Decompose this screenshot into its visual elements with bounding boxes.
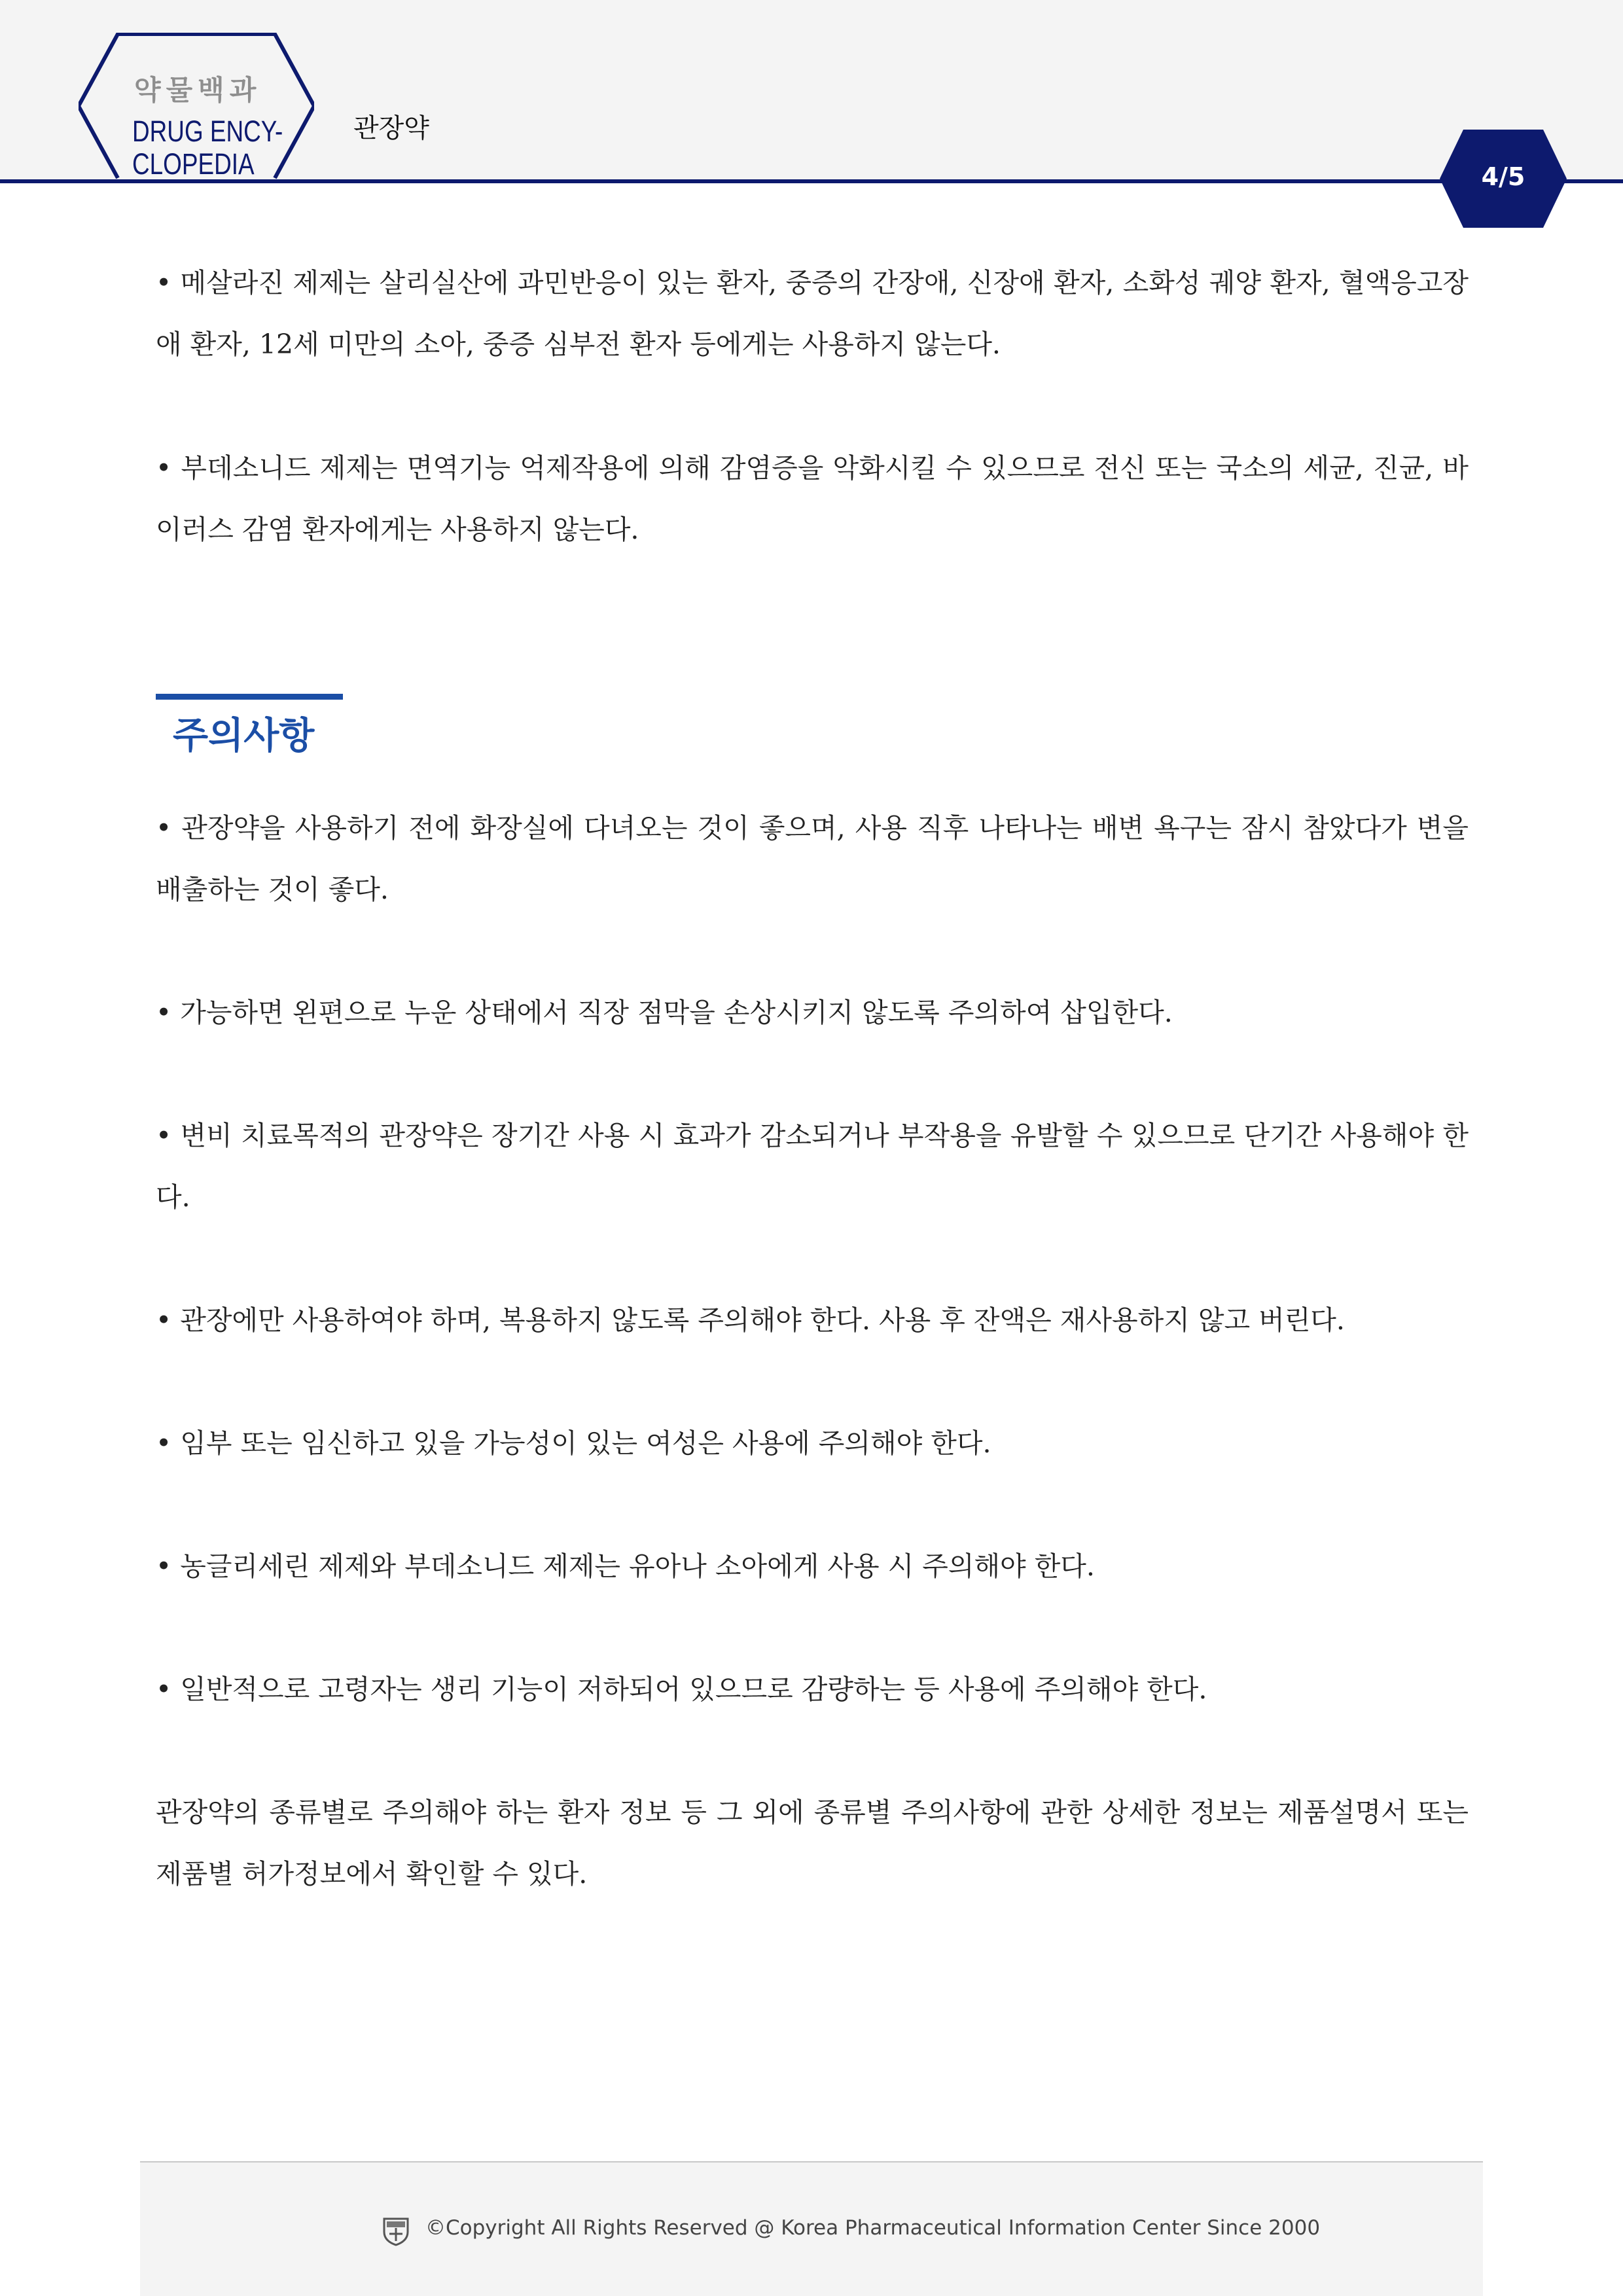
contraindication-item: • 부데소니드 제제는 면역기능 억제작용에 의해 감염증을 악화시킬 수 있으므로 전신 또는 국소의 세균, 진균, 바이러스 감염 환자에게는 사용하지 않는다. [156,452,1469,545]
shield-logo-icon [382,2216,410,2246]
precaution-item: • 농글리세린 제제와 부데소니드 제제는 유아나 소아에게 사용 시 주의해야 한다. [156,1551,1095,1582]
logo-english-line-1: DRUG ENCY- [132,115,283,148]
document-title: 관장약 [353,113,429,143]
section-title-bar [156,694,343,700]
logo-english-line-2: CLOPEDIA [132,147,255,181]
precaution-item: • 관장에만 사용하여야 하며, 복용하지 않도록 주의해야 한다. 사용 후 잔액은 재사용하지 않고 버린다. [156,1304,1345,1336]
precaution-item: • 일반적으로 고령자는 생리 기능이 저하되어 있으므로 감량하는 등 사용에 주의해야 한다. [156,1674,1207,1705]
page-number: 4/5 [1481,162,1525,191]
closing-note: 관장약의 종류별로 주의해야 하는 환자 정보 등 그 외에 종류별 주의사항에 관한 상세한 정보는 제품설명서 또는 제품별 허가정보에서 확인할 수 있다. [156,1797,1469,1890]
logo-korean-text: 약물백과 [134,74,262,106]
precaution-item: • 임부 또는 임신하고 있을 가능성이 있는 여성은 사용에 주의해야 한다. [156,1427,991,1459]
copyright-text: ©Copyright All Rights Reserved @ Korea Pharmaceutical Information Center Since 2000 [425,2216,1321,2240]
contraindication-item: • 메살라진 제제는 살리실산에 과민반응이 있는 환자, 중증의 간장애, 신장애 환자, 소화성 궤양 환자, 혈액응고장애 환자, 12세 미만의 소아, 중증 심부전 환자 등에게는 사용하지 않는다. [156,267,1469,360]
precaution-item: • 가능하면 왼편으로 누운 상태에서 직장 점막을 손상시키지 않도록 주의하여 삽입한다. [156,997,1173,1028]
section-title: 주의사항 [173,715,315,757]
logo-english-text [132,115,283,181]
footer-rule [140,2161,1483,2162]
precaution-item: • 관장약을 사용하기 전에 화장실에 다녀오는 것이 좋으며, 사용 직후 나타나는 배변 욕구는 잠시 참았다가 변을 배출하는 것이 좋다. [156,812,1469,905]
precaution-item: • 변비 치료목적의 관장약은 장기간 사용 시 효과가 감소되거나 부작용을 유발할 수 있으므로 단기간 사용해야 한다. [156,1120,1469,1213]
